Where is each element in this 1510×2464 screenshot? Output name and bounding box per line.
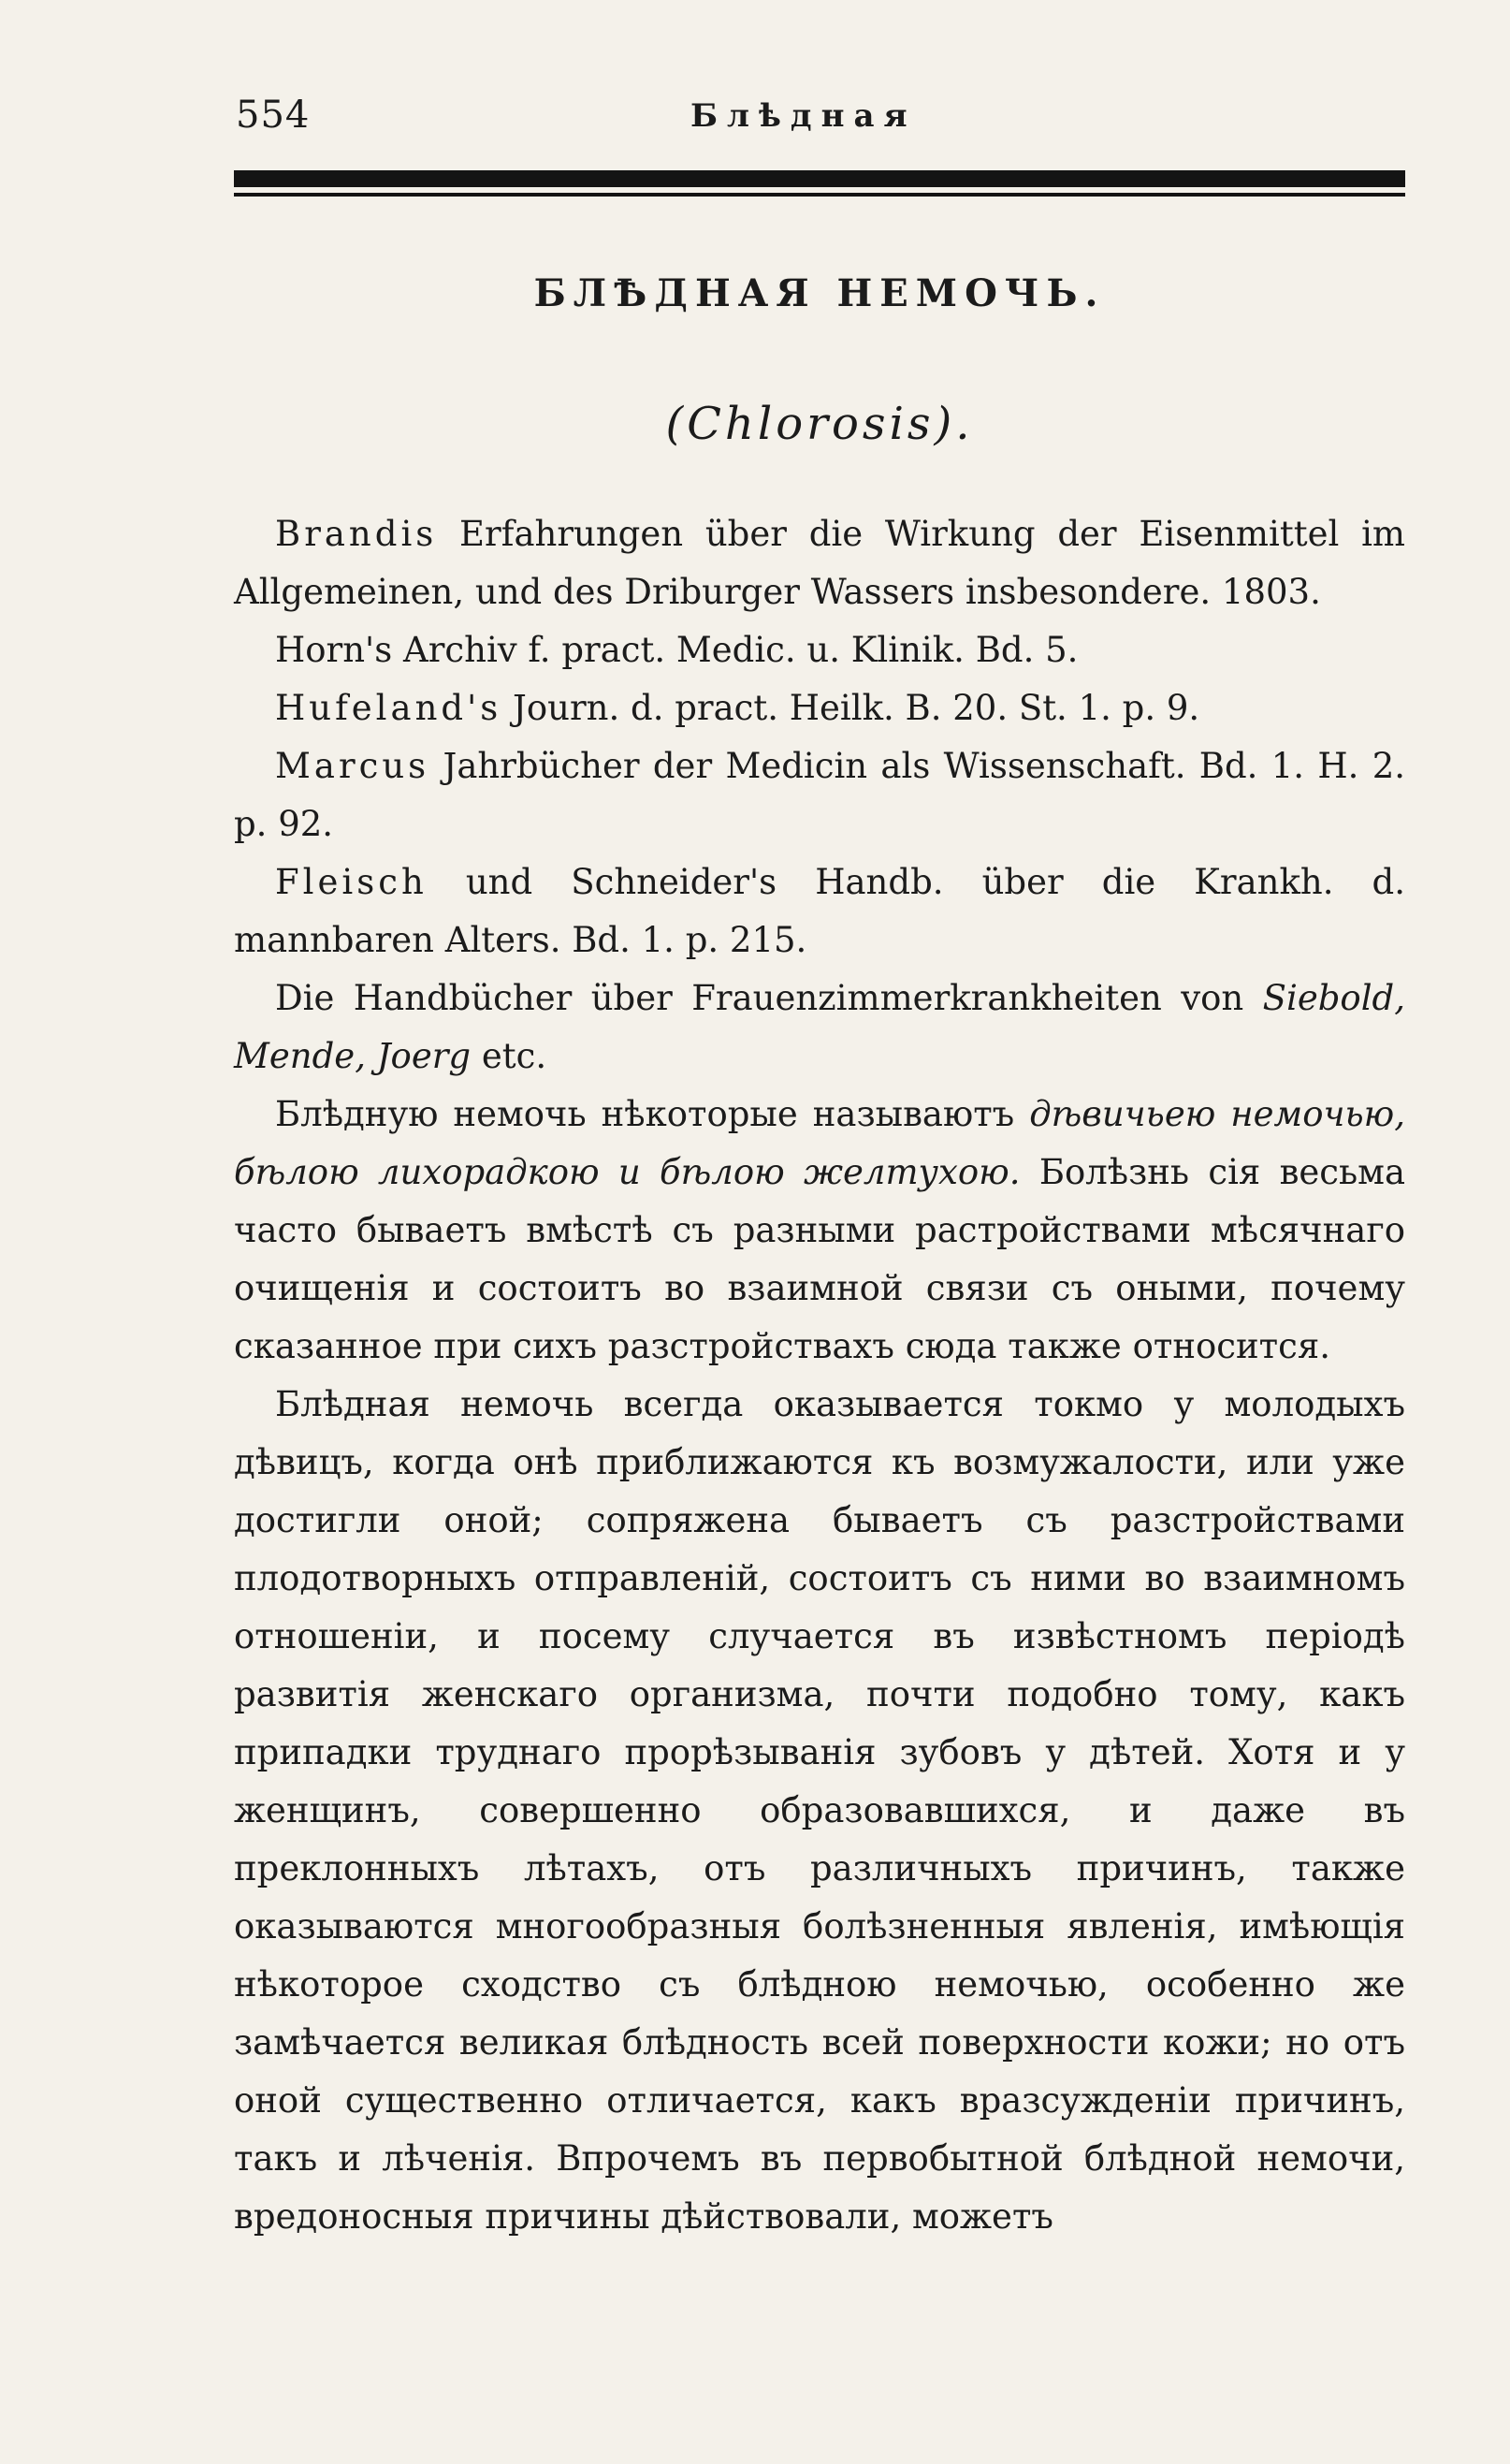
reference-text: und Schneider's Handb. über die Krankh. d. mannbaren Alters. Bd. 1. p. 215. [234,862,1405,960]
reference-item [234,679,1405,737]
reference-authors-italic: Siebold, Mende, Joerg [234,978,1405,1076]
reference-text: Erfahrungen über die Wirkung der Eisenmittel im Allgemeinen, und des Driburger Wassers insbesondere. 1803. [234,514,1405,612]
reference-item [234,505,1405,621]
running-title: Блѣдная [690,97,917,135]
reference-author: Hufeland's [275,688,502,728]
header-rule-thin [234,193,1405,197]
paragraph-italic-terms: дѣвичьею немочью, бѣлою лихорадкою и бѣлою желтухою. [234,1094,1405,1192]
paragraph-text: Блѣдную немочь нѣкоторые называютъ [275,1094,1030,1134]
running-head [236,94,1405,150]
reference-author: Brandis [275,514,438,554]
reference-item [234,621,1405,679]
reference-item [234,853,1405,970]
body-text [234,505,1405,2246]
reference-text: etc. [471,1036,547,1076]
paragraph-text: Болѣзнь сія весьма часто бываетъ вмѣстѣ съ разными растройствами мѣсячнаго очищенія и состоитъ во взаимной связи съ оными, почему сказанное при сихъ разстройствахъ сюда также относится. [234,1152,1406,1366]
section-title: БЛѢДНАЯ НЕМОЧЬ. [533,271,1106,315]
reference-text: Horn's Archiv f. pract. Medic. u. Klinik. Bd. 5. [275,630,1079,670]
reference-author: Fleisch [275,862,428,902]
reference-author: Marcus [275,746,430,786]
paragraph [234,1086,1405,1376]
paragraph: Блѣдная немочь всегда оказывается токмо у молодыхъ дѣвицъ, когда онѣ приближаются къ возмужалости, или уже достигли оной; сопряжена бываетъ съ разстройствами плодотворныхъ отправленій, состоитъ съ ними во взаимномъ отношеніи, и посему случается въ извѣстномъ періодѣ развитія женскаго организма, почти подобно тому, какъ припадки труднаго прорѣзыванія зубовъ у дѣтей. Хотя и у женщинъ, совершенно образовавшихся, и даже въ преклонныхъ лѣтахъ, отъ различныхъ причинъ, также оказываются многообразныя болѣзненныя явленія, имѣющія нѣкоторое сходство съ блѣдною немочью, особенно же замѣчается великая блѣдность всей поверхности кожи; но отъ оной существенно отличается, какъ вразсужденіи причинъ, такъ и лѣченія. Впрочемъ въ первобытной блѣдной немочи, вредоносныя причины дѣйствовали, можетъ [234,1384,1405,2237]
reference-item [234,970,1405,1086]
reference-text: Die Handbücher über Frauenzimmerkrankheiten von [275,978,1263,1018]
reference-text: Journ. d. pract. Heilk. B. 20. St. 1. p. 9. [501,688,1200,728]
reference-item [234,737,1405,853]
section-subtitle: (Chlorosis). [665,398,974,450]
reference-text: Jahrbücher der Medicin als Wissenschaft. Bd. 1. H. 2. p. 92. [234,746,1405,844]
header-rule-thick [234,170,1405,187]
page-number: 554 [236,94,311,137]
